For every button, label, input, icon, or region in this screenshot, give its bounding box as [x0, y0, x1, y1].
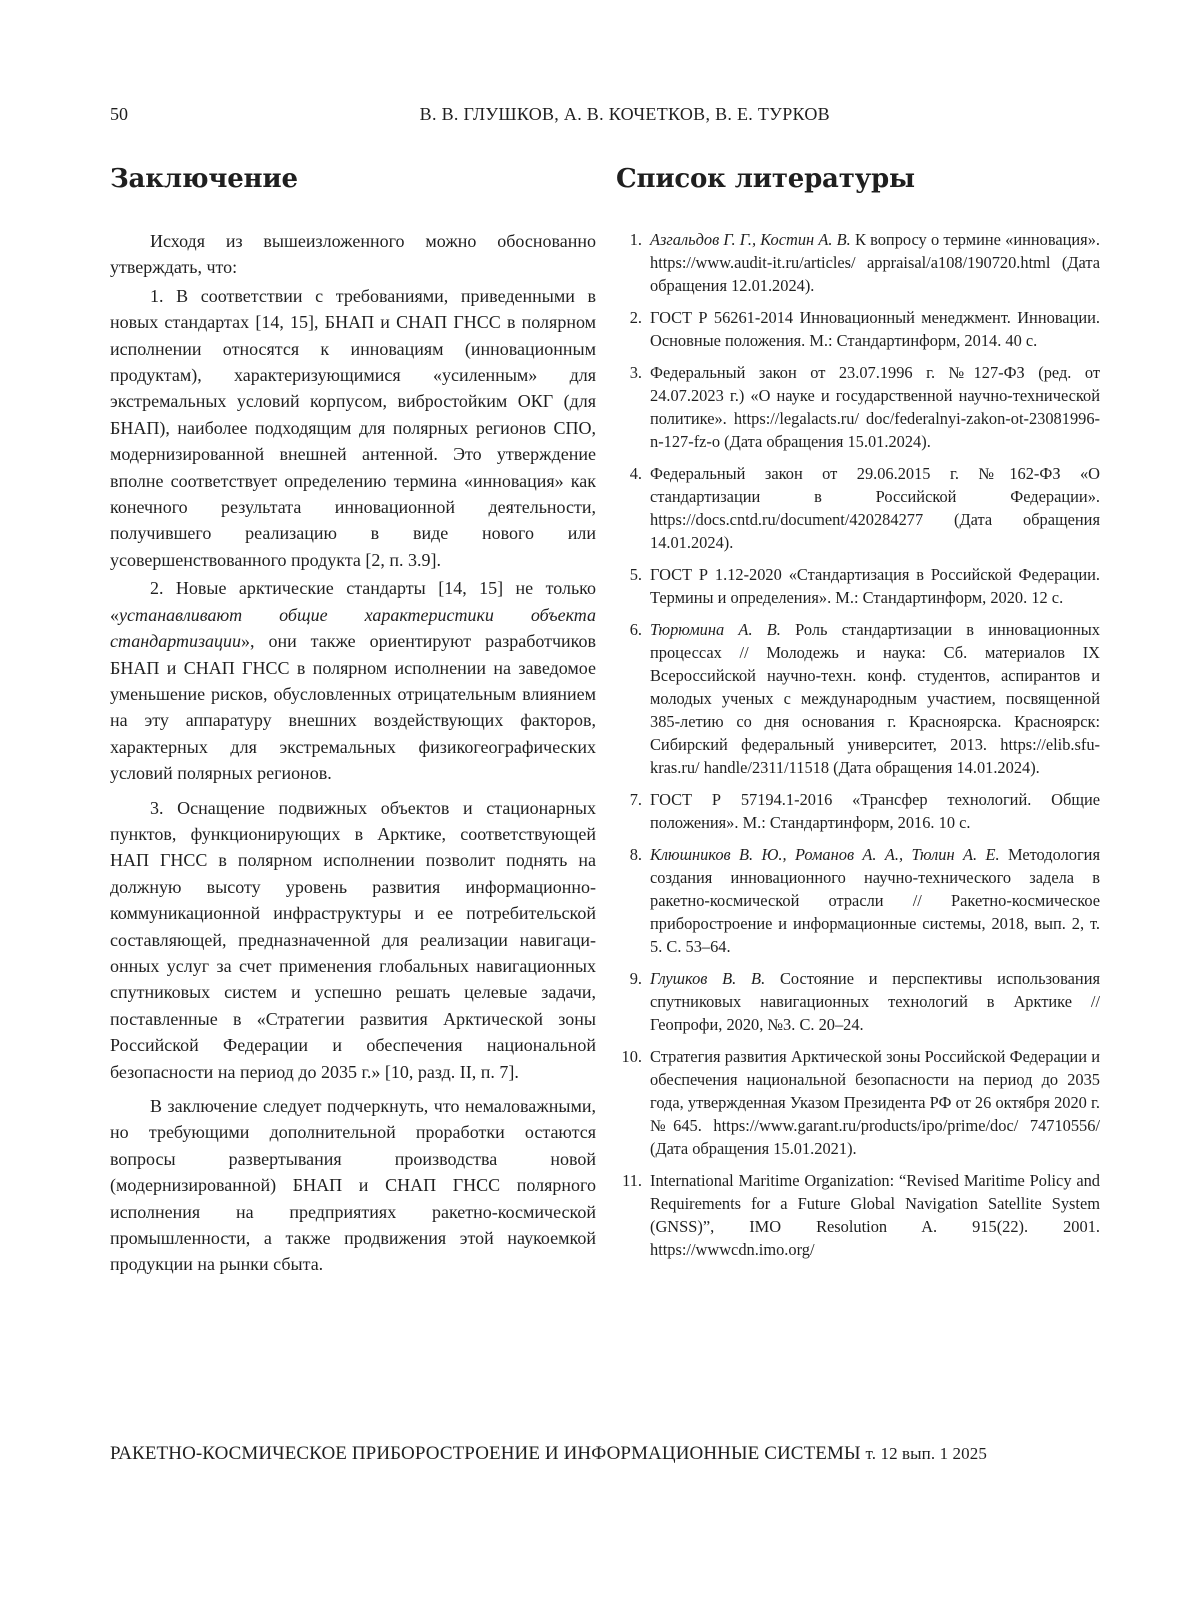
reference-text: Федеральный закон от 23.07.1996 г. №127-ФЗ (ред. от 24.07.2023 г.) «О науке и государственной научно-технической политике». https://legalacts.ru/ doc/federalnyi-zakon-ot-23081996-n-127-fz-o (Дата обращения 15.01.2024).	[650, 363, 1100, 451]
reference-number: 7.	[629, 790, 642, 809]
reference-number: 5.	[629, 565, 642, 584]
conclusion-paragraph-3: 3. Оснащение подвижных объектов и стационарных пунктов, функционирующих в Арктике, соответствующей НАП ГНСС в полярном исполнении позволит поднять на должную высоту уровень развития информационно-коммуникационной инфраструктуры и ее потребительской составляющей, предназначенной для реализации навигационных услуг за счет применения глобальных навигационных спутниковых систем и успешно решать целевые задачи, поставленные в «Стратегии развития Арктической зоны Российской Федерации и обеспечения национальной безопасности на период до 2035 г.» [10, разд. II, п. 7].	[110, 797, 596, 1082]
reference-item	[616, 228, 1100, 297]
reference-authors: Азгальдов Г. Г., Костин А. В.	[650, 230, 851, 249]
reference-authors: Клюшников В. Ю., Романов А. А., Тюлин А. Е.	[650, 845, 1000, 864]
reference-item	[616, 788, 1100, 834]
conclusion-paragraph-2	[110, 575, 596, 786]
reference-item	[616, 361, 1100, 453]
reference-text: Роль стандартизации в инновационных процессах // Молодежь и наука: Сб. материалов IX Всероссийской научно-техн. конф. студентов, аспирантов и молодых ученых с международным участием, посвященной 385-летию со дня основания г. Красноярска. Красноярск: Сибирский федеральный университет, 2013. https://elib.sfu-kras.ru/ handle/2311/11518 (Дата обращения 14.01.2024).	[650, 620, 1100, 777]
p2-text-end: », они также ориентируют разработчиков БНАП и СНАП ГНСС в полярном исполнении на заведомое уменьшение рисков, обусловленных отрицательным влиянием на эту аппаратуру внешних воздействующих факторов, характерных для экстремальных физикогеографических условий полярных регионов.	[110, 631, 596, 784]
reference-number: 8.	[629, 845, 642, 864]
conclusion-paragraph-1: 1. В соответствии с требованиями, приведенными в новых стандартах [14, 15], БНАП и СНАП ГНСС в полярном исполнении относятся к инновациям (инновационным продуктам), характеризующимися «усиленным» для экстремальных условий корпусом, вибростойким ОКГ (для БНАП), наиболее подходящим для полярных регионов СПО, модернизированной внешней антенной. Это утверждение вполне соответствует определению термина «инновация» как конечного результата инновационной деятельности, получившего реализацию в виде нового или усовершенствованного продукта [2, п. 3.9].	[110, 285, 596, 570]
journal-volume: т. 12 вып. 1 2025	[865, 1444, 987, 1463]
reference-number: 9.	[629, 969, 642, 988]
reference-text: Методология создания инновационного научно-технического задела в ракетно-космической отрасли // Ракетно-космическое приборостроение и информационные системы, 2018, вып. 2, т. 5. С. 53–64.	[650, 845, 1100, 956]
reference-text: Стратегия развития Арктической зоны Российской Федерации и обеспечения национальной безопасности на период до 2035 года, утвержденная Указом Президента РФ от 26 октября 2020 г. №645. https://www.garant.ru/products/ipo/prime/doc/ 74710556/ (Дата обращения 15.01.2021).	[650, 1047, 1100, 1158]
journal-footer	[110, 1443, 987, 1465]
reference-item	[616, 967, 1100, 1036]
p2-text-start: 2. Новые арктические стандарты [14, 15] не только «	[110, 578, 596, 625]
reference-number: 1.	[629, 230, 642, 249]
reference-item	[616, 563, 1100, 609]
reference-text: К вопросу о термине «инновация». https://www.audit-it.ru/articles/ appraisal/a108/190720.html (Дата обращения 12.01.2024).	[650, 230, 1100, 295]
reference-number: 6.	[629, 620, 642, 639]
reference-item	[616, 843, 1100, 958]
reference-number: 4.	[629, 464, 642, 483]
reference-item	[616, 462, 1100, 554]
conclusion-paragraph-intro: Исходя из вышеизложенного можно обоснованно утверждать, что:	[110, 231, 596, 278]
page-number: 50	[110, 104, 128, 124]
conclusion-title: Заключение	[110, 164, 298, 194]
p2-quote-italic: устанавливают общие характеристики объекта стандартизации	[110, 604, 596, 652]
reference-text: ГОСТ Р 56261-2014 Инновационный менеджмент. Инновации. Основные положения. М.: Стандартинформ, 2014. 40 с.	[650, 308, 1100, 350]
conclusion-paragraph-final: В заключение следует подчеркнуть, что немаловажными, но требующими дополнительной проработки остаются вопросы развертывания производства новой (модернизированной) БНАП и СНАП ГНСС полярного исполнения на предприятиях ракетно-космической промышленности, а также продвижения этой наукоемкой продукции на рынки сбыта.	[110, 1096, 596, 1275]
references-section	[616, 164, 1100, 1270]
reference-text: ГОСТ Р 57194.1-2016 «Трансфер технологий. Общие положения». М.: Стандартинформ, 2016. 10 с.	[650, 790, 1100, 832]
reference-item	[616, 618, 1100, 779]
reference-number: 3.	[629, 363, 642, 382]
reference-text: ГОСТ Р 1.12-2020 «Стандартизация в Российской Федерации. Термины и определения». М.: Стандартинформ, 2020. 12 с.	[650, 565, 1100, 607]
journal-name: РАКЕТНО-КОСМИЧЕСКОЕ ПРИБОРОСТРОЕНИЕ И ИНФОРМАЦИОННЫЕ СИСТЕМЫ	[110, 1443, 861, 1464]
reference-number: 2.	[629, 308, 642, 327]
running-header-authors: В. В. ГЛУШКОВ, А. В. КОЧЕТКОВ, В. Е. ТУРКОВ	[419, 104, 830, 124]
reference-authors: Тюрюмина А. В.	[650, 620, 781, 639]
reference-text: International Maritime Organization: “Revised Maritime Policy and Requirements for a Future Global Navigation Satellite System (GNSS)”, IMO Resolution A. 915(22). 2001. https://wwwcdn.imo.org/	[650, 1171, 1100, 1259]
reference-text: Федеральный закон от 29.06.2015 г. №162-ФЗ «О стандартизации в Российской Федерации». https://docs.cntd.ru/document/420284277 (Дата обращения 14.01.2024).	[650, 464, 1100, 552]
conclusion-section	[110, 164, 596, 1278]
reference-item	[616, 1045, 1100, 1160]
reference-item	[616, 306, 1100, 352]
reference-number: 10.	[621, 1047, 642, 1066]
reference-text: Состояние и перспективы использования спутниковых навигационных технологий в Арктике // Геопрофи, 2020, №3. С. 20–24.	[650, 969, 1100, 1034]
reference-number: 11.	[622, 1171, 642, 1190]
reference-item	[616, 1169, 1100, 1261]
references-list	[616, 228, 1100, 1261]
references-title: Список литературы	[616, 164, 915, 194]
reference-authors: Глушков В. В.	[650, 969, 766, 988]
